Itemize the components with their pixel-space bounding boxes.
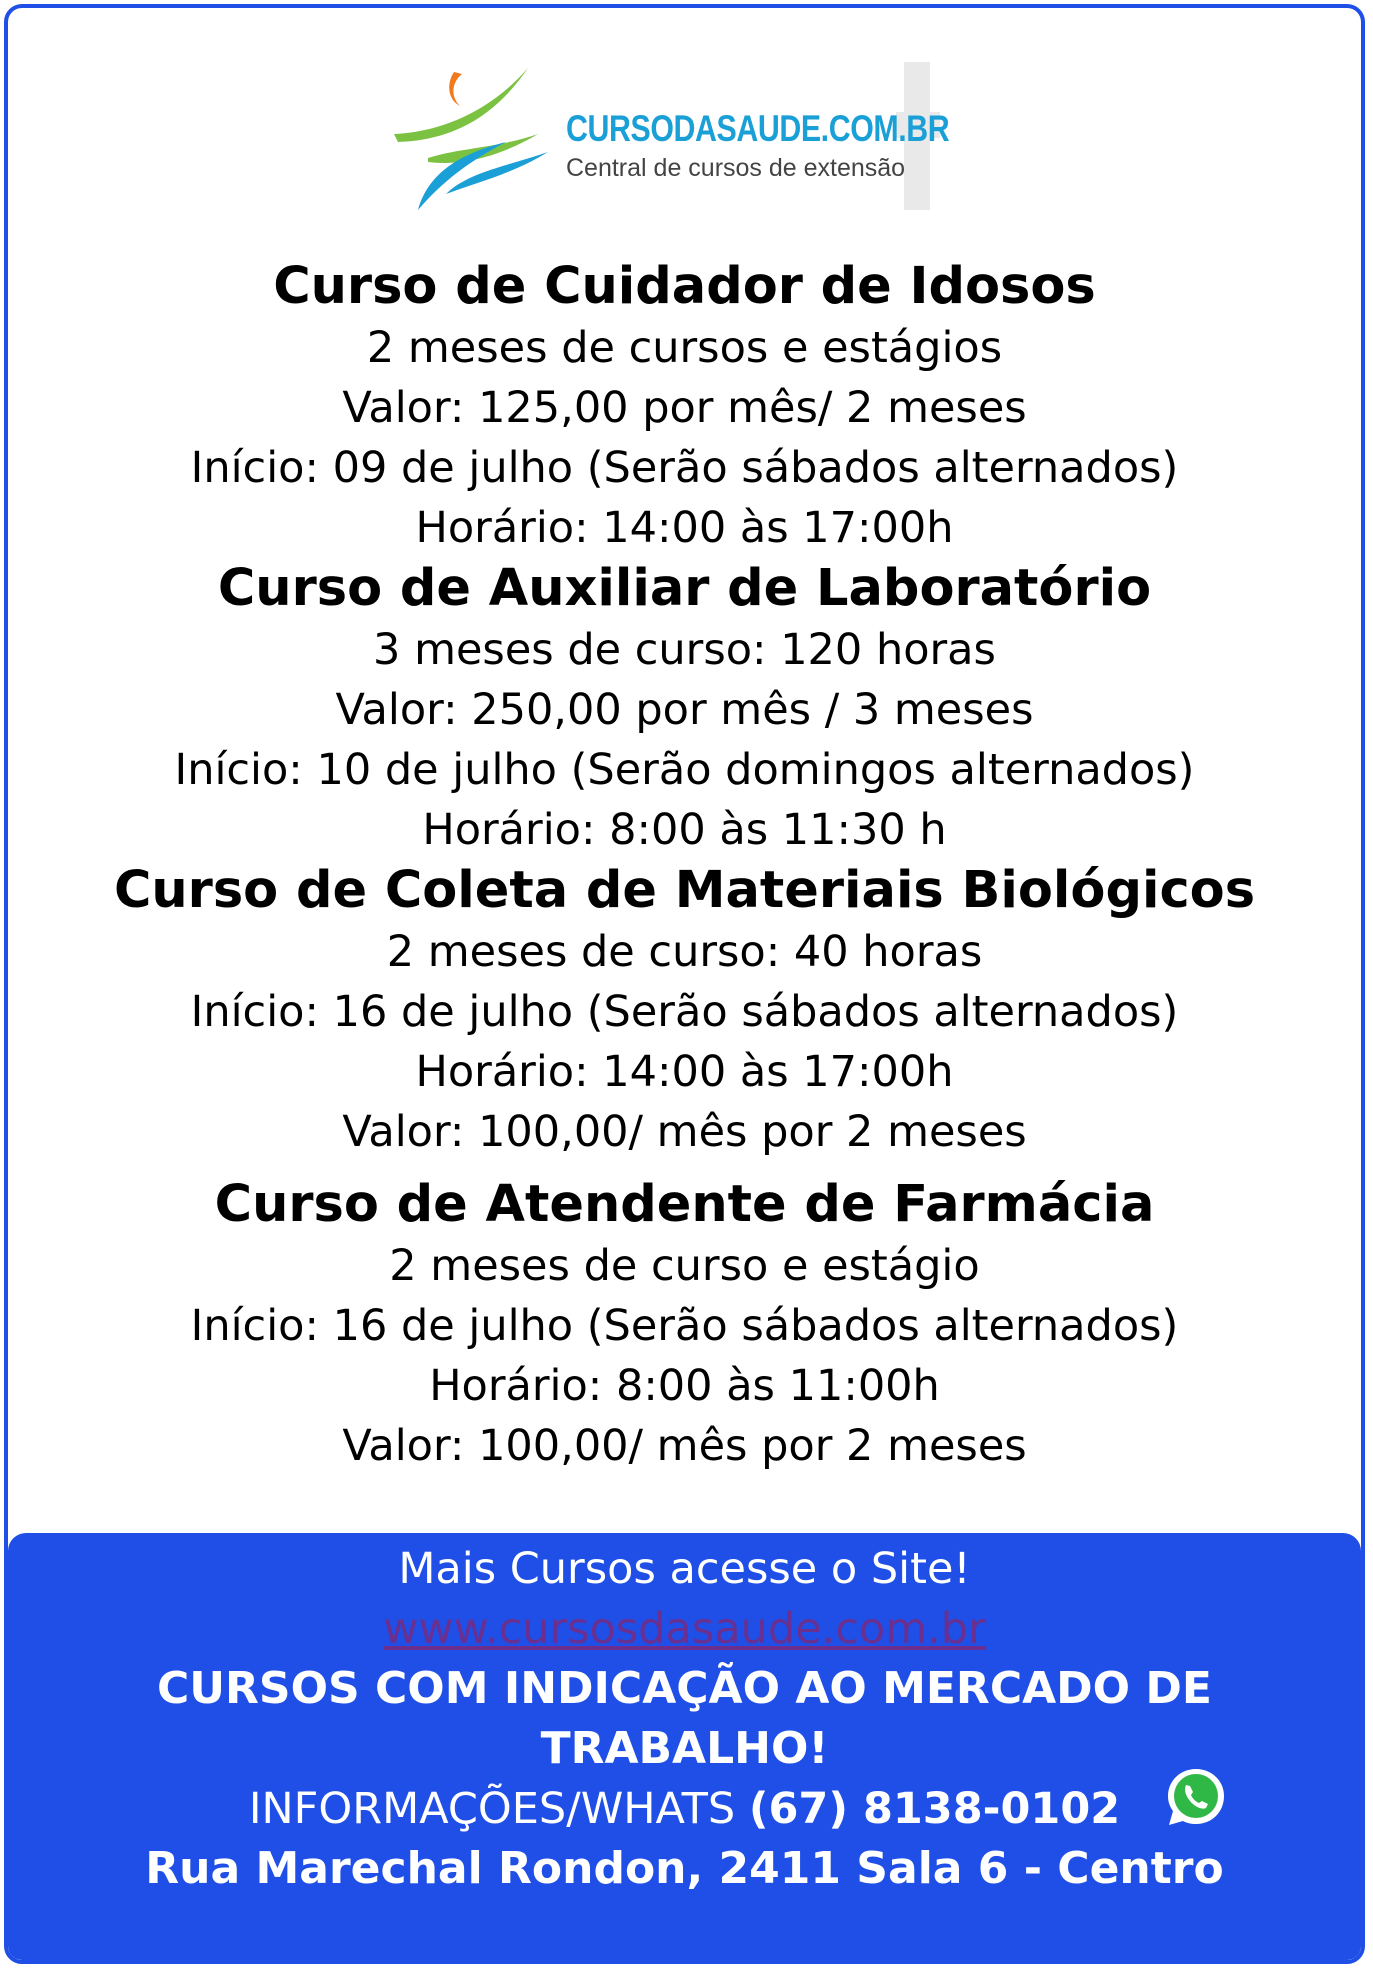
course-title: Curso de Auxiliar de Laboratório: [217, 559, 1152, 618]
course-start: Início: 16 de julho (Serão sábados alternados): [190, 987, 1179, 1037]
course-price: Valor: 125,00 por mês/ 2 meses: [342, 383, 1027, 433]
course-schedule: Horário: 8:00 às 11:30 h: [422, 805, 947, 855]
course-block: [8, 1174, 1361, 1476]
course-detail: 2 meses de curso e estágio: [389, 1241, 980, 1291]
phone-number[interactable]: (67) 8138-0102: [748, 1784, 1121, 1834]
whatsapp-icon: [1164, 1765, 1228, 1829]
course-title: Curso de Cuidador de Idosos: [273, 257, 1096, 316]
market-text-line1: CURSOS COM INDICAÇÃO AO MERCADO DE: [157, 1663, 1212, 1714]
address-text: Rua Marechal Rondon, 2411 Sala 6 - Centro: [145, 1843, 1224, 1894]
course-title: Curso de Atendente de Farmácia: [214, 1175, 1155, 1234]
course-price: Valor: 100,00/ mês por 2 meses: [342, 1421, 1027, 1471]
course-start: Início: 16 de julho (Serão sábados alternados): [190, 1301, 1179, 1351]
course-block: [8, 860, 1361, 1162]
site-link[interactable]: www.cursosdasaude.com.br: [383, 1604, 986, 1654]
brand-name: CURSODASAUDE.COM.BR: [566, 108, 950, 149]
course-price: Valor: 100,00/ mês por 2 meses: [342, 1107, 1027, 1157]
course-schedule: Horário: 14:00 às 17:00h: [415, 503, 954, 553]
course-detail: 3 meses de curso: 120 horas: [373, 625, 996, 675]
course-block: [8, 558, 1361, 860]
info-label: INFORMAÇÕES/WHATS: [248, 1784, 736, 1834]
brand-tagline: Central de cursos de extensão: [566, 154, 906, 182]
swoosh-figure-icon: [388, 62, 558, 212]
contact-line: [8, 1779, 1361, 1839]
course-detail: 2 meses de cursos e estágios: [366, 323, 1003, 373]
market-text-line2: TRABALHO!: [540, 1723, 829, 1774]
course-schedule: Horário: 8:00 às 11:00h: [429, 1361, 940, 1411]
flyer-frame: [4, 4, 1365, 1964]
brand-logo: [388, 62, 950, 222]
course-list: [8, 256, 1361, 1476]
course-start: Início: 10 de julho (Serão domingos alternados): [174, 745, 1195, 795]
course-schedule: Horário: 14:00 às 17:00h: [415, 1047, 954, 1097]
course-title: Curso de Coleta de Materiais Biológicos: [113, 861, 1256, 920]
more-courses-text: Mais Cursos acesse o Site!: [398, 1544, 971, 1594]
contact-footer: [8, 1533, 1361, 1964]
course-block: [8, 256, 1361, 558]
course-price: Valor: 250,00 por mês / 3 meses: [335, 685, 1034, 735]
course-detail: 2 meses de curso: 40 horas: [386, 927, 983, 977]
course-start: Início: 09 de julho (Serão sábados alternados): [190, 443, 1179, 493]
